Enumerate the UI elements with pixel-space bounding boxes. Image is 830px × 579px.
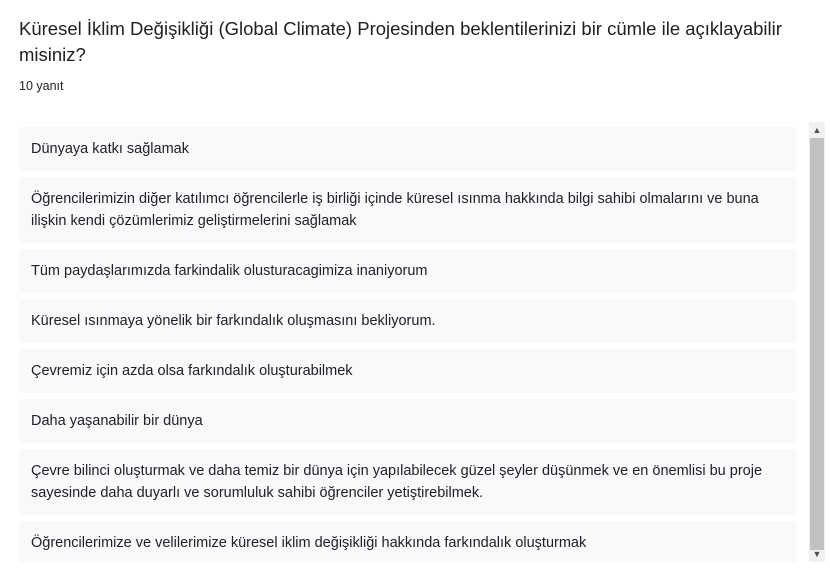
scroll-up-arrow-icon[interactable]: ▲ <box>812 125 822 135</box>
response-count: 10 yanıt <box>19 79 64 93</box>
scrollbar-thumb[interactable] <box>810 138 824 550</box>
response-item: Dünyaya katkı sağlamak <box>19 127 796 171</box>
response-item: Çevremiz için azda olsa farkındalık oluşturabilmek <box>19 349 796 393</box>
question-title: Küresel İklim Değişikliği (Global Climate) Projesinden beklentilerinizi bir cümle ile açıklayabilir misiniz? <box>19 18 782 65</box>
response-item: Küresel ısınmaya yönelik bir farkındalık oluşmasını bekliyorum. <box>19 299 796 343</box>
response-item: Çevre bilinci oluşturmak ve daha temiz bir dünya için yapılabilecek güzel şeyler düşünmek ve en önemlisi bu proje sayesinde daha duyarlı ve sorumluluk sahibi öğrenciler yetiştirebilmek. <box>19 449 796 515</box>
response-item: Öğrencilerimizin diğer katılımcı öğrencilerle iş birliği içinde küresel ısınma hakkında bilgi sahibi olmalarını ve buna ilişkin kendi çözümlerimiz geliştirmelerini sağlamak <box>19 177 796 243</box>
response-list <box>19 127 796 562</box>
vertical-scrollbar[interactable] <box>809 122 825 562</box>
scroll-down-arrow-icon[interactable]: ▼ <box>812 549 822 559</box>
response-item: Tüm paydaşlarımızda farkindalik olusturacagimiza inaniyorum <box>19 249 796 293</box>
response-item: Öğrencilerimize ve velilerimize küresel iklim değişikliği hakkında farkındalık oluşturmak <box>19 521 796 562</box>
response-item: Daha yaşanabilir bir dünya <box>19 399 796 443</box>
responses-scroll-area[interactable] <box>0 122 830 562</box>
